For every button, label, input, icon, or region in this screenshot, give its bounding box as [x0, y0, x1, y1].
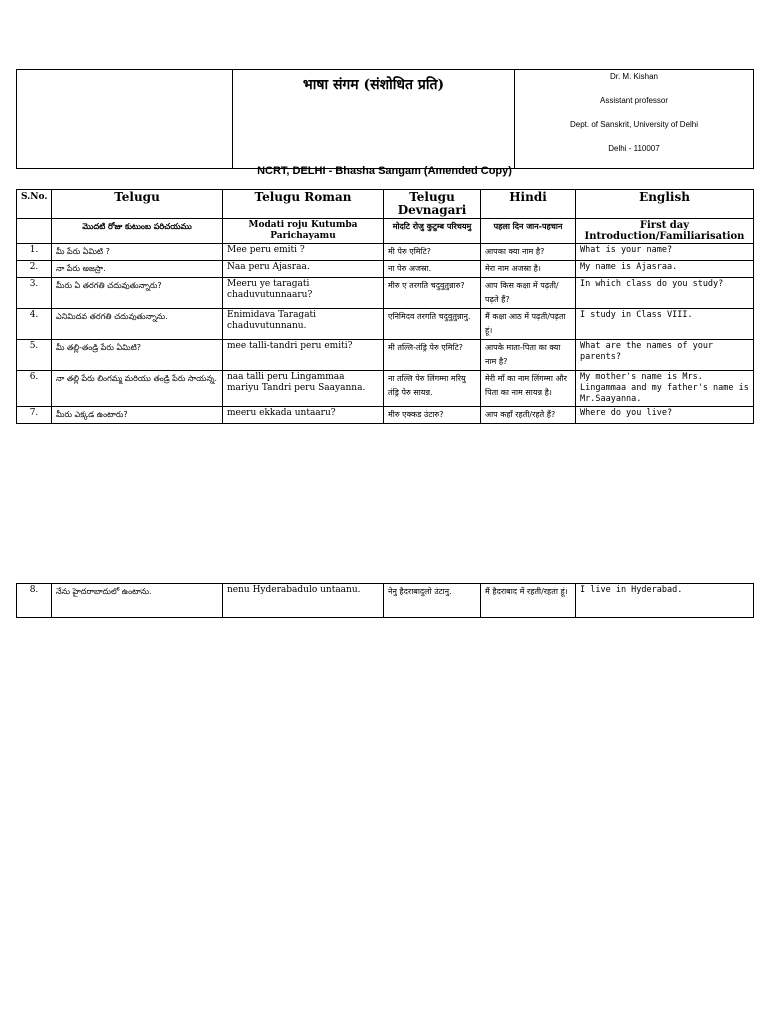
header-empty-cell [17, 70, 233, 169]
column-header-hindi: Hindi [481, 190, 576, 219]
row-telugu-devnagari: मी पेरु एमिटि? [384, 244, 481, 261]
row-telugu-devnagari: ना पेरु अजस्रा. [384, 261, 481, 278]
row-sno: 2. [17, 261, 52, 278]
section-roman: Modati roju Kutumba Parichayamu [223, 219, 384, 244]
row-telugu-roman: meeru ekkada untaaru? [223, 407, 384, 424]
row-english: In which class do you study? [576, 278, 754, 309]
column-header-english: English [576, 190, 754, 219]
row-telugu-roman: Enimidava Taragati chaduvutunnanu. [223, 309, 384, 340]
row-telugu-devnagari: ना तल्लि पेरु लिंगम्मा मरियु तंड्रि पेरु सायन्न. [384, 371, 481, 407]
row-telugu-devnagari: नेनु हैदराबादुलो उंटानु. [384, 584, 481, 618]
table-header-row [17, 190, 754, 219]
section-hindi: पहला दिन जान-पहचान [481, 219, 576, 244]
document-subtitle: NCRT, DELHI - Bhasha Sangam (Amended Copy) [257, 165, 512, 177]
row-telugu: మీరు ఏ తరగతి చదువుతున్నారు? [52, 278, 223, 309]
section-telugu: మొదటి రోజు కుటుంబ పరిచయము [52, 219, 223, 244]
row-english: My name is Ajasraa. [576, 261, 754, 278]
author-position: Assistant professor [599, 96, 669, 105]
row-english: My mother's name is Mrs. Lingammaa and my father's name is Mr.Saayanna. [576, 371, 754, 407]
row-sno: 5. [17, 340, 52, 371]
table-row [17, 340, 754, 371]
table-row [17, 309, 754, 340]
row-telugu: నా పేరు అజస్రా. [52, 261, 223, 278]
table-row [17, 261, 754, 278]
section-heading-row [17, 219, 754, 244]
row-hindi: मेरी माँ का नाम लिंगम्मा और पिता का नाम सायन्न है। [481, 371, 576, 407]
section-devnagari: मोदटि रोजु कुटुम्ब परिचयमु [384, 219, 481, 244]
column-header-telugu-devnagari: Telugu Devnagari [384, 190, 481, 219]
row-telugu: ఎనిమిదవ తరగతి చదువుతున్నాను. [52, 309, 223, 340]
row-telugu-roman: nenu Hyderabadulo untaanu. [223, 584, 384, 618]
table-row [17, 371, 754, 407]
section-sno-cell [17, 219, 52, 244]
row-telugu-devnagari: मी तल्लि-तंड्रि पेरु एमिटि? [384, 340, 481, 371]
header-table [16, 69, 754, 169]
row-telugu-roman: naa talli peru Lingammaa mariyu Tandri peru Saayanna. [223, 371, 384, 407]
row-hindi: आप कहाँ रहती/रहते हैं? [481, 407, 576, 424]
table-row [17, 407, 754, 424]
row-english: Where do you live? [576, 407, 754, 424]
row-telugu-devnagari: एनिमिदव तरगति चदुवुतुन्नानु. [384, 309, 481, 340]
phrase-table [16, 189, 754, 424]
row-sno: 1. [17, 244, 52, 261]
row-telugu-roman: mee talli-tandri peru emiti? [223, 340, 384, 371]
author-city: Delhi - 110007 [608, 144, 660, 153]
column-header-telugu: Telugu [52, 190, 223, 219]
row-telugu: మీరు ఎక్కడ ఉంటారు? [52, 407, 223, 424]
table-row [17, 244, 754, 261]
row-english: I live in Hyderabad. [576, 584, 754, 618]
row-telugu-roman: Mee peru emiti ? [223, 244, 384, 261]
author-block [515, 70, 754, 169]
row-english: What are the names of your parents? [576, 340, 754, 371]
row-telugu: మీ తల్లి-తండ్రి పేరు ఏమిటి? [52, 340, 223, 371]
column-header-telugu-roman: Telugu Roman [223, 190, 384, 219]
row-telugu-roman: Naa peru Ajasraa. [223, 261, 384, 278]
document-title: भाषा संगम (संशोधित प्रति) [233, 70, 515, 169]
row-telugu-devnagari: मीरु ए तरगति चदुवुतुन्नारु? [384, 278, 481, 309]
row-sno: 7. [17, 407, 52, 424]
phrase-table-continued [16, 583, 754, 618]
row-english: What is your name? [576, 244, 754, 261]
row-sno: 3. [17, 278, 52, 309]
table-row [17, 278, 754, 309]
row-english: I study in Class VIII. [576, 309, 754, 340]
row-telugu: మీ పేరు ఏమిటి ? [52, 244, 223, 261]
author-name: Dr. M. Kishan [609, 72, 658, 81]
row-hindi: मैं हैदराबाद में रहती/रहता हूं। [481, 584, 576, 618]
row-telugu: నేను హైదరాబాదులో ఉంటాను. [52, 584, 223, 618]
row-hindi: आपका क्या नाम है? [481, 244, 576, 261]
row-sno: 4. [17, 309, 52, 340]
row-hindi: मैं कक्षा आठ में पढ़ती/पढ़ता हूं। [481, 309, 576, 340]
row-hindi: आपके माता-पिता का क्या नाम है? [481, 340, 576, 371]
row-hindi: मेरा नाम अजस्रा है। [481, 261, 576, 278]
row-sno: 8. [17, 584, 52, 618]
row-telugu-roman: Meeru ye taragati chaduvutunnaaru? [223, 278, 384, 309]
row-telugu: నా తల్లి పేరు లింగమ్మ మరియు తండ్రి పేరు సాయన్న. [52, 371, 223, 407]
column-header-sno: S.No. [17, 190, 52, 219]
table-row [17, 584, 754, 618]
row-telugu-devnagari: मीरु एक्कड उंटारु? [384, 407, 481, 424]
row-hindi: आप किस कक्षा में पढ़ती/पढ़ते हैं? [481, 278, 576, 309]
author-department: Dept. of Sanskrit, University of Delhi [569, 120, 699, 129]
section-english: First day Introduction/Familiarisation [576, 219, 754, 244]
row-sno: 6. [17, 371, 52, 407]
